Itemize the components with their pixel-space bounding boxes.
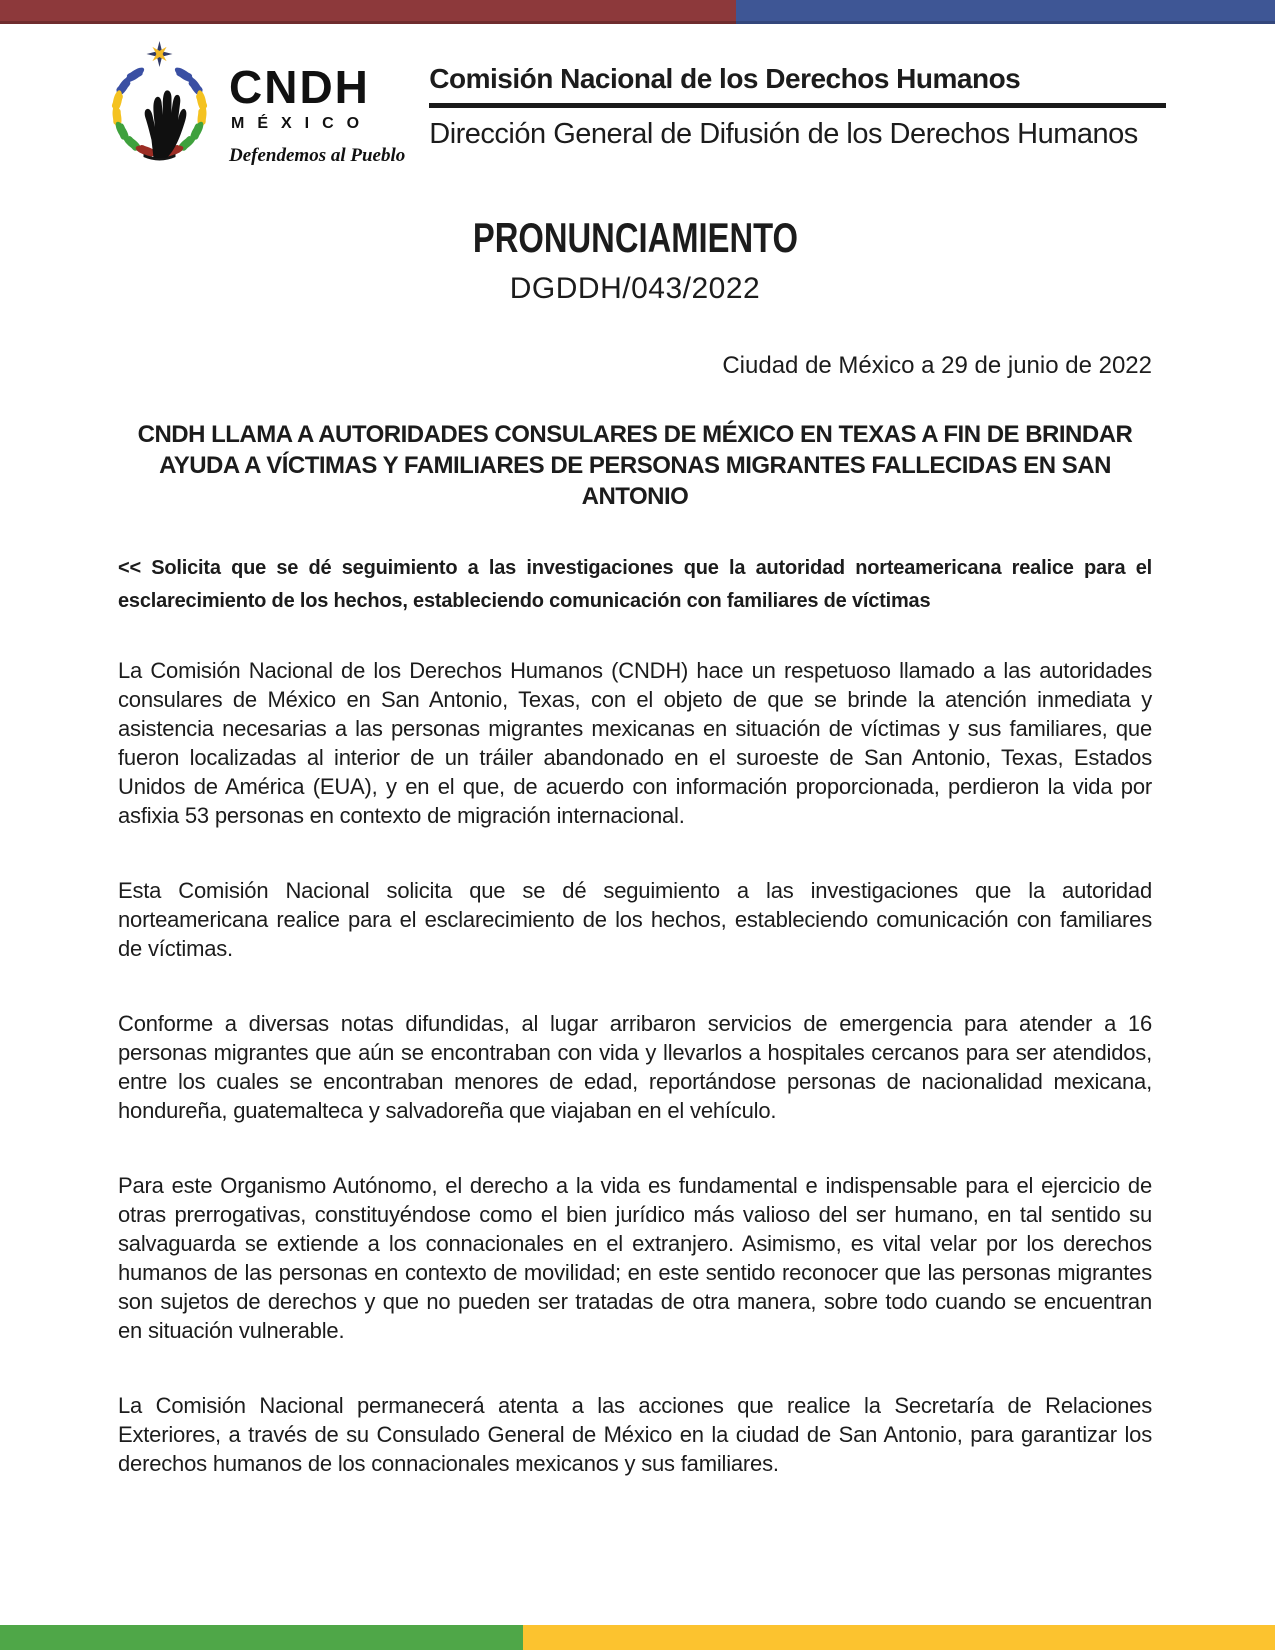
headline: CNDH LLAMA A AUTORIDADES CONSULARES DE MÉXICO EN TEXAS A FIN DE BRINDAR AYUDA A VÍCTIMAS Y FAMILIARES DE PERSONAS MIGRANTES FALLECIDAS EN SAN ANTONIO [137, 421, 1133, 510]
logo-motto: Defendemos al Pueblo [229, 145, 406, 166]
laurel-wreath-icon [105, 40, 215, 162]
logo-acronym: CNDH [229, 61, 370, 113]
bottom-color-bar [0, 1625, 1275, 1650]
subhead: << Solicita que se dé seguimiento a las investigaciones que la autoridad norteamericana realice para el esclarecimiento de los hechos, estableciendo comunicación con familiares de víctimas [118, 557, 1152, 612]
body-paragraph: Para este Organismo Autónomo, el derecho a la vida es fundamental e indispensable para el ejercicio de otras prerrogativas, constituyéndose como el bien jurídico más valioso del ser humano, en tal sentido su salvaguarda se extiende a los connacionales en el extranjero. Asimismo, es vital velar por los derechos humanos de las personas en contexto de movilidad; en este sentido reconocer que las personas migrantes son sujetos de derechos y que no pueden ser tratadas de otra manera, sobre todo cuando se encuentran en situación vulnerable. [118, 1173, 1152, 1343]
body-paragraph: Conforme a diversas notas difundidas, al lugar arribaron servicios de emergencia para atender a 16 personas migrantes que aún se encontraban con vida y llevarlos a hospitales cercanos para ser atendidos, entre los cuales se encontraban menores de edad, reportándose personas de nacionalidad mexicana, hondureña, guatemalteca y salvadoreña que viajaban en el vehículo. [118, 1011, 1152, 1123]
body-text [118, 656, 1152, 1478]
star-icon [145, 40, 173, 68]
org-header [429, 62, 1166, 151]
bottom-bar-green-segment [0, 1625, 523, 1650]
body-paragraph: Esta Comisión Nacional solicita que se dé seguimiento a las investigaciones que la autoridad norteamericana realice para el esclarecimiento de los hechos, estableciendo comunicación con familiares de víctimas. [118, 878, 1152, 961]
bottom-bar-yellow-segment [523, 1625, 1275, 1650]
doc-reference: DGDDH/043/2022 [509, 272, 761, 305]
org-name: Comisión Nacional de los Derechos Humanos [429, 63, 1021, 94]
dateline: Ciudad de México a 29 de junio de 2022 [722, 352, 1152, 379]
org-division: Dirección General de Difusión de los Derechos Humanos [429, 117, 1138, 150]
body-paragraph: La Comisión Nacional permanecerá atenta a las acciones que realice la Secretaría de Relaciones Exteriores, a través de su Consulado General de México en la ciudad de San Antonio, para garantizar los derechos humanos de los connacionales mexicanos y sus familiares. [118, 1393, 1152, 1476]
letterhead [118, 40, 1152, 167]
body-paragraph: La Comisión Nacional de los Derechos Humanos (CNDH) hace un respetuoso llamado a las autoridades consulares de México en San Antonio, Texas, con el objeto de que se brinde la atención inmediata y asistencia necesarias a las personas migrantes mexicanas en situación de víctimas y sus familiares, que fueron localizadas al interior de un tráiler abandonado en el suroeste de San Antonio, Texas, Estados Unidos de América (EUA), y en el que, de acuerdo con información proporcionada, perdieron la vida por asfixia 53 personas en contexto de migración internacional. [118, 658, 1152, 828]
logo-text-block [229, 61, 406, 167]
header-divider [429, 103, 1166, 108]
logo-country: MÉXICO [231, 115, 373, 132]
cndh-logo [105, 40, 405, 167]
doc-type-title: PRONUNCIAMIENTO [472, 214, 798, 261]
